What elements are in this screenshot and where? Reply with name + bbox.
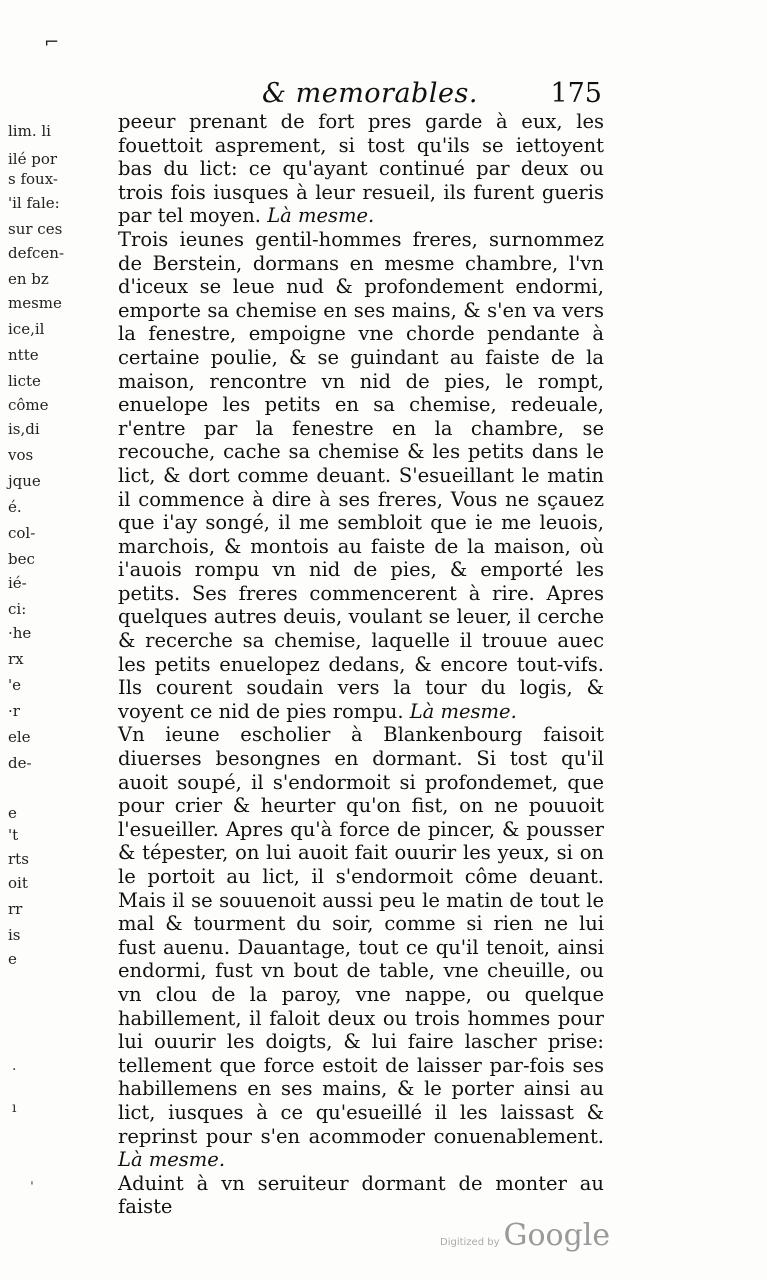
margin-note: vos xyxy=(8,446,34,464)
source-citation: Là mesme. xyxy=(409,699,517,723)
google-logo: Google xyxy=(503,1218,611,1253)
paragraph xyxy=(118,1172,604,1219)
margin-note: lim. li xyxy=(8,122,51,140)
margin-note: en bz xyxy=(8,270,49,288)
watermark-prefix: Digitized by xyxy=(440,1237,500,1248)
body-text xyxy=(118,110,604,1219)
margin-note: de- xyxy=(8,754,32,772)
paragraph xyxy=(118,110,604,228)
margin-note: rx xyxy=(8,650,24,668)
margin-tick: ˈ xyxy=(30,1180,34,1196)
source-citation: Là mesme. xyxy=(267,204,375,228)
margin-note: ié- xyxy=(8,574,27,592)
paragraph xyxy=(118,723,604,1171)
margin-note: e xyxy=(8,950,17,968)
margin-note: rr xyxy=(8,900,23,918)
margin-note: s foux- xyxy=(8,170,58,188)
paragraph xyxy=(118,228,604,723)
margin-note: sur ces xyxy=(8,220,63,238)
margin-note: ·r xyxy=(8,702,20,720)
margin-note: rts xyxy=(8,850,29,868)
margin-note: côme xyxy=(8,396,49,414)
source-citation: Là mesme. xyxy=(118,1148,226,1172)
running-title: & memorables. xyxy=(262,78,478,109)
margin-note: licte xyxy=(8,372,41,390)
margin-tick: · xyxy=(12,1062,17,1078)
digitized-watermark xyxy=(440,1218,610,1253)
margin-note: ele xyxy=(8,728,31,746)
paragraph-text: Aduint à vn seruiteur dormant de monter au faiste xyxy=(118,1171,604,1219)
margin-note: e xyxy=(8,804,17,822)
margin-note: is xyxy=(8,926,21,944)
paragraph-text: peeur prenant de fort pres garde à eux, les fouettoit asprement, si tost qu'ils se iettoyent bas du lict: ce qu'ayant continué par deux ou trois fois iusques à leur resueil, ils furent gueris par tel moyen. xyxy=(118,110,604,228)
page-number: 175 xyxy=(550,78,602,109)
margin-tick: ı xyxy=(12,1100,17,1116)
margin-note: ilé por xyxy=(8,150,58,168)
margin-note: ntte xyxy=(8,346,39,364)
margin-note: 't xyxy=(8,826,19,844)
margin-note: oit xyxy=(8,874,28,892)
margin-note: is,di xyxy=(8,420,40,438)
margin-note: ·he xyxy=(8,624,32,642)
margin-note: bec xyxy=(8,550,35,568)
paragraph-text: Trois ieunes gentil-hommes freres, surnommez de Berstein, dormans en mesme chambre, l'vn d'iceux se leue nud & profondement endormi, emporte sa chemise en ses mains, & s'en va vers la fenestre, empoigne vne chorde pendante à certaine poulie, & se guindant au faiste de la maison, rencontre vn nid de pies, le rompt, enuelope les petits en sa chemise, redeuale, r'entre par la fenestre en la chambre, se recouche, cache sa chemise & les petits dans le lict, & dort comme deuant. S'esueillant le matin il commence à dire à ses freres, Vous ne sçauez que i'ay songé, il me sembloit que ie me leuois, marchois, & montois au faiste de la maison, où i'auois rompu vn nid de pies, & emporté les petits. Ses freres commencerent à rire. Apres quelques autres deuis, voulant se leuer, il cerche & recerche sa chemise, laquelle il trouue auec les petits enuelopez dedans, & encore tout-vifs. Ils courent soudain vers la tour du logis, & voyent ce nid de pies rompu. xyxy=(118,227,604,723)
margin-note: 'il fale: xyxy=(8,194,60,212)
margin-note: defcen- xyxy=(8,244,65,262)
margin-note: jque xyxy=(8,472,41,490)
margin-note: 'e xyxy=(8,676,22,694)
margin-note: ci: xyxy=(8,600,27,618)
margin-note: é. xyxy=(8,498,22,516)
margin-note: col- xyxy=(8,524,36,542)
margin-note: mesme xyxy=(8,294,62,312)
paragraph-text: Vn ieune escholier à Blankenbourg faisoit diuerses besongnes en dormant. Si tost qu'il auoit soupé, il s'endormoit si profondemet, que pour crier & heurter qu'on fist, on ne pouuoit l'esueiller. Apres qu'à force de pincer, & pousser & tépester, on lui auoit fait ouurir les yeux, si on le portoit au lict, il s'endormoit côme deuant. Mais il se souuenoit aussi peu le matin de tout le mal & tourment du soir, comme si rien ne lui fust auenu. Dauantage, tout ce qu'il tenoit, ainsi endormi, fust vn bout de table, vne cheuille, ou vn clou de la paroy, vne nappe, ou quelque habillement, il faloit deux ou trois hommes pour lui ouurir les doigts, & lui faire lascher prise: tellement que force estoit de laisser par-fois ses habillemens en ses mains, & le porter ainsi au lict, iusques à ce qu'esueillé il les laissast & reprinst pour s'en acommoder conuenablement. xyxy=(118,723,604,1148)
margin-note: ice,il xyxy=(8,320,45,338)
corner-mark: ⌐ xyxy=(44,32,60,53)
